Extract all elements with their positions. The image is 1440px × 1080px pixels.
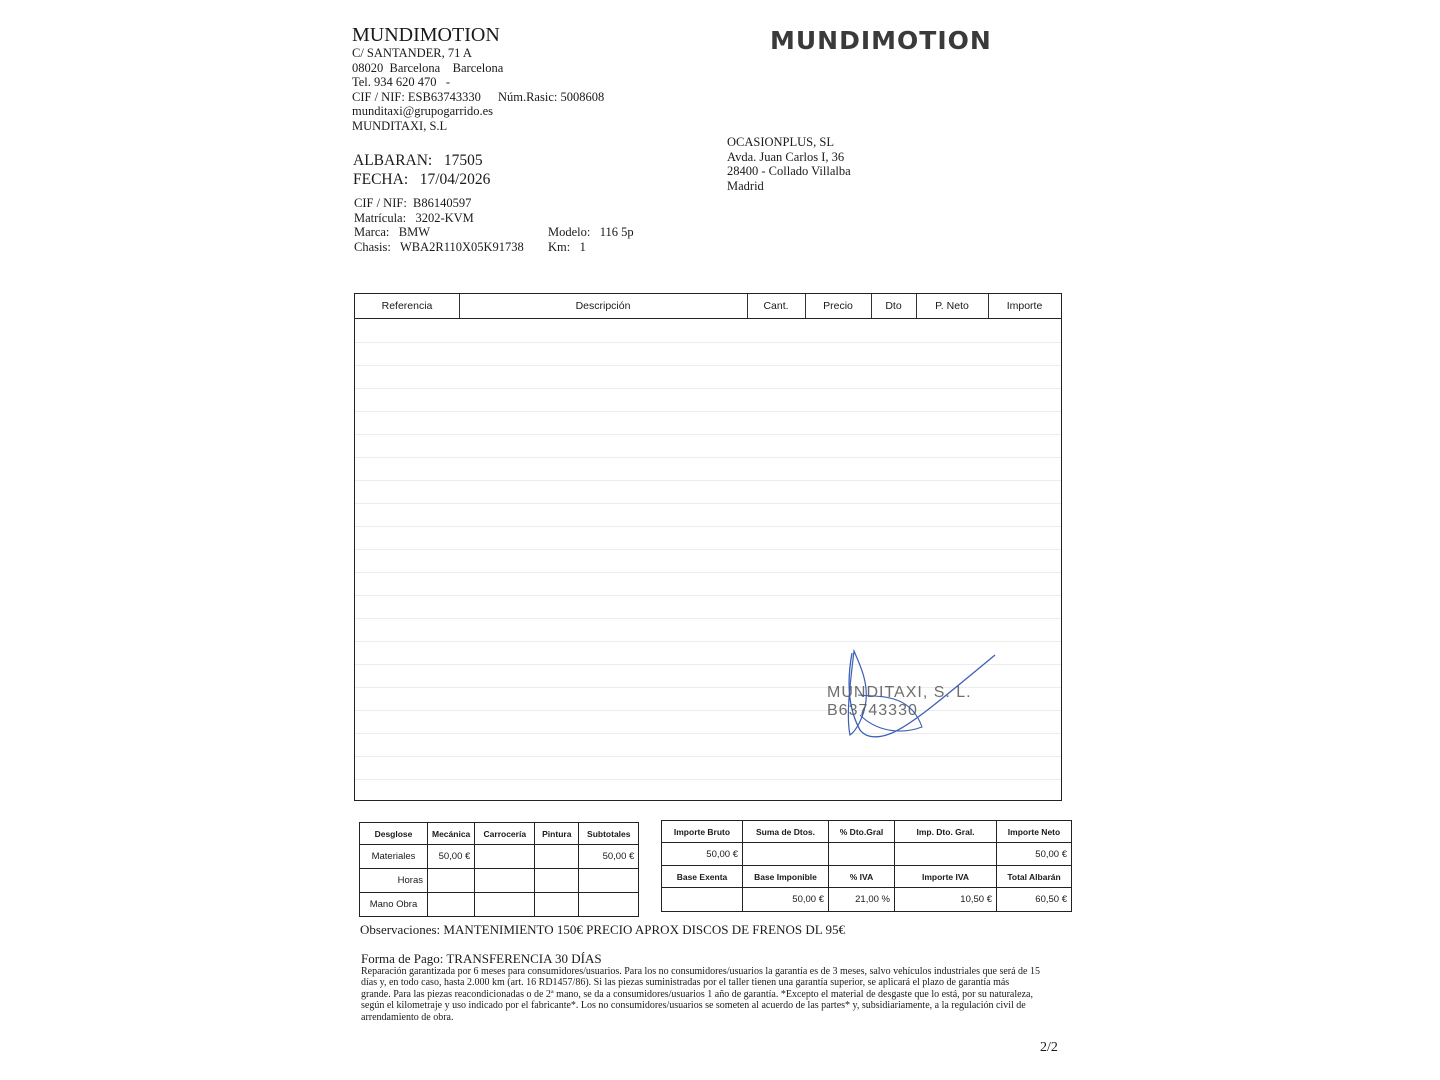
company-phone: Tel. 934 620 470 - bbox=[352, 75, 451, 90]
empty-row-line bbox=[355, 595, 1061, 596]
empty-row-line bbox=[355, 411, 1061, 412]
totals-header: Total Albarán bbox=[997, 866, 1072, 888]
table-row bbox=[360, 893, 639, 917]
desglose-cell bbox=[535, 893, 579, 917]
table-row bbox=[662, 843, 1072, 866]
desglose-cell bbox=[475, 869, 535, 893]
empty-row-line bbox=[355, 641, 1061, 642]
albaran-number: ALBARAN: 17505 bbox=[353, 152, 483, 169]
desglose-cell bbox=[428, 869, 475, 893]
totals-value: 21,00 % bbox=[829, 888, 895, 912]
company-name: MUNDIMOTION bbox=[352, 24, 500, 46]
desglose-header: Subtotales bbox=[579, 823, 639, 845]
empty-row-line bbox=[355, 342, 1061, 343]
vehicle-chasis: Chasis: WBA2R110X05K91738 bbox=[354, 239, 524, 254]
totals-header: Base Exenta bbox=[662, 866, 743, 888]
desglose-row-label: Materiales bbox=[360, 845, 428, 869]
empty-row-line bbox=[355, 618, 1061, 619]
observations: Observaciones: MANTENIMIENTO 150€ PRECIO APROX DISCOS DE FRENOS DL 95€ bbox=[360, 922, 845, 937]
document-info bbox=[353, 151, 490, 189]
vehicle-modelo: Modelo: 116 5p bbox=[548, 225, 634, 240]
desglose-cell: 50,00 € bbox=[428, 845, 475, 869]
totals-header: Importe IVA bbox=[895, 866, 997, 888]
desglose-header: Carrocería bbox=[475, 823, 535, 845]
lines-table-header bbox=[355, 294, 1061, 319]
col-header-precio: Precio bbox=[823, 300, 853, 312]
client-city: 28400 - Collado Villalba bbox=[727, 164, 851, 179]
desglose-row-label: Mano Obra bbox=[360, 893, 428, 917]
totals-value bbox=[662, 888, 743, 912]
company-tax-row bbox=[352, 90, 604, 105]
client-address: Avda. Juan Carlos I, 36 bbox=[727, 149, 845, 164]
totals-header: Base Imponible bbox=[743, 866, 829, 888]
client-name: OCASIONPLUS, SL bbox=[727, 135, 834, 149]
totals-value bbox=[829, 843, 895, 866]
empty-row-line bbox=[355, 365, 1061, 366]
company-stamp-text bbox=[827, 684, 972, 720]
empty-row-line bbox=[355, 388, 1061, 389]
totals-value: 10,50 € bbox=[895, 888, 997, 912]
col-header-p-neto: P. Neto bbox=[935, 300, 969, 312]
empty-row-line bbox=[355, 756, 1061, 757]
totals-header: Imp. Dto. Gral. bbox=[895, 821, 997, 843]
warranty-legal-text: Reparación garantizada por 6 meses para consumidores/usuarios. Para los no consumidores/usuarios la garantía es de 3 meses, salvo vehículos industriales que será de 15 días y, en todo caso, hasta 2.000 km (art. 16 RD1457/86). Si las piezas suministradas por el taller tienen una garantía superior, se aplicará el plazo de garantía más grande. Para las piezas reacondicionadas o de 2ª mano, se da a consumidores/usuarios 1 año de garantía. *Excepto el material de desgaste que lo está, por su naturaleza, según el kilometraje y uso indicado por el fabricante*. Los no consumidores/usuarios se someten al acuerdo de las partes* y, subsidiariamente, a la regulación civil de arrendamiento de obra. bbox=[361, 966, 1040, 1023]
col-divider bbox=[459, 294, 460, 318]
empty-row-line bbox=[355, 549, 1061, 550]
totals-header: Suma de Dtos. bbox=[743, 821, 829, 843]
vehicle-marca: Marca: BMW bbox=[354, 225, 431, 240]
company-city: 08020 Barcelona Barcelona bbox=[352, 60, 504, 75]
col-divider bbox=[747, 294, 748, 318]
empty-row-line bbox=[355, 503, 1061, 504]
col-header-cant: Cant. bbox=[763, 300, 789, 312]
page-number: 2/2 bbox=[1040, 1040, 1058, 1055]
col-header-referencia: Referencia bbox=[381, 300, 433, 312]
empty-row-line bbox=[355, 779, 1061, 780]
desglose-cell bbox=[579, 893, 639, 917]
albaran-date: FECHA: 17/04/2026 bbox=[353, 171, 491, 188]
totals-header: Importe Neto bbox=[997, 821, 1072, 843]
company-rasic: Núm.Rasic: 5008608 bbox=[497, 89, 605, 104]
vehicle-cif: CIF / NIF: B86140597 bbox=[354, 196, 472, 210]
stamp-line-2: B63743330 bbox=[827, 702, 918, 719]
totals-value bbox=[895, 843, 997, 866]
client-province: Madrid bbox=[727, 178, 764, 193]
col-header-descripcion: Descripción bbox=[575, 300, 631, 312]
totals-table bbox=[661, 820, 1072, 912]
col-divider bbox=[988, 294, 989, 318]
table-row bbox=[360, 869, 639, 893]
totals-value: 50,00 € bbox=[997, 843, 1072, 866]
empty-row-line bbox=[355, 434, 1061, 435]
vehicle-matricula: Matrícula: 3202-KVM bbox=[354, 210, 474, 225]
empty-row-line bbox=[355, 526, 1061, 527]
totals-value: 50,00 € bbox=[743, 888, 829, 912]
desglose-header: Desglose bbox=[360, 823, 428, 845]
desglose-header: Mecánica bbox=[428, 823, 475, 845]
totals-value: 50,00 € bbox=[662, 843, 743, 866]
company-address: C/ SANTANDER, 71 A bbox=[352, 46, 472, 60]
company-info bbox=[352, 24, 604, 134]
col-header-importe: Importe bbox=[1006, 300, 1043, 312]
col-divider bbox=[871, 294, 872, 318]
desglose-row-label: Horas bbox=[360, 869, 428, 893]
company-cif: CIF / NIF: ESB63743330 bbox=[352, 89, 481, 104]
vehicle-km: Km: 1 bbox=[548, 239, 586, 254]
desglose-header: Pintura bbox=[535, 823, 579, 845]
totals-value bbox=[743, 843, 829, 866]
totals-header: Importe Bruto bbox=[662, 821, 743, 843]
desglose-table bbox=[359, 822, 639, 917]
col-header-dto: Dto bbox=[885, 300, 902, 312]
company-email: munditaxi@grupogarrido.es bbox=[352, 104, 493, 119]
desglose-cell bbox=[475, 893, 535, 917]
totals-header: % IVA bbox=[829, 866, 895, 888]
vehicle-info bbox=[354, 196, 634, 254]
col-divider bbox=[916, 294, 917, 318]
stamp-line-1: MUNDITAXI, S. L. bbox=[827, 684, 972, 701]
brand-logo: MUNDIMOTION bbox=[770, 26, 992, 55]
desglose-cell bbox=[535, 845, 579, 869]
desglose-cell bbox=[428, 893, 475, 917]
desglose-cell bbox=[579, 869, 639, 893]
totals-header: % Dto.Gral bbox=[829, 821, 895, 843]
desglose-cell bbox=[475, 845, 535, 869]
empty-row-line bbox=[355, 572, 1061, 573]
table-row bbox=[360, 845, 639, 869]
table-row bbox=[662, 888, 1072, 912]
col-divider bbox=[805, 294, 806, 318]
totals-value: 60,50 € bbox=[997, 888, 1072, 912]
payment-method: Forma de Pago: TRANSFERENCIA 30 DÍAS bbox=[361, 951, 602, 966]
empty-row-line bbox=[355, 457, 1061, 458]
empty-row-line bbox=[355, 480, 1061, 481]
desglose-cell bbox=[535, 869, 579, 893]
company-legal-name: MUNDITAXI, S.L bbox=[352, 118, 448, 133]
client-info bbox=[727, 135, 851, 193]
desglose-cell: 50,00 € bbox=[579, 845, 639, 869]
